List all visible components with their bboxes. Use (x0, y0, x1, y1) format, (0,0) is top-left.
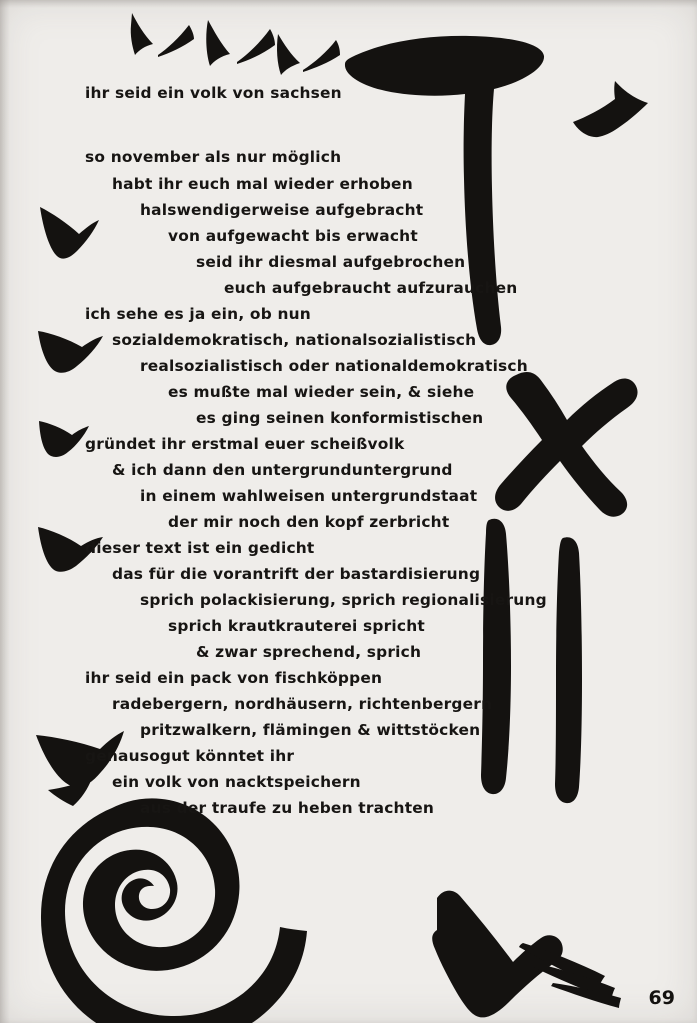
poem-line: realsozialistisch oder nationaldemokratisch (140, 357, 528, 375)
poem-line: habt ihr euch mal wieder erhoben (112, 175, 413, 193)
poem-line: ihr seid ein pack von fischköppen (85, 669, 383, 687)
poem-line: so november als nur möglich (85, 148, 342, 166)
poem-line: gründet ihr erstmal euer scheißvolk (85, 435, 405, 453)
poem-line: radebergern, nordhäusern, richtenbergern (112, 695, 493, 713)
poem-line: es mußte mal wieder sein, & siehe (168, 383, 475, 401)
poem-line: in einem wahlweisen untergrundstaat (140, 487, 478, 505)
poem-line: der mir noch den kopf zerbricht (168, 513, 450, 531)
poem-line: es ging seinen konformistischen (196, 409, 484, 427)
poem-line: sprich polackisierung, sprich regionalisierung (140, 591, 547, 609)
poem-line: sprich krautkrauterei spricht (168, 617, 425, 635)
poem-line: halswendigerweise aufgebracht (140, 201, 424, 219)
poem-line: ich sehe es ja ein, ob nun (85, 305, 311, 323)
poem-line: pritzwalkern, flämingen & wittstöcken (140, 721, 481, 739)
poem-line: dieser text ist ein gedicht (85, 539, 315, 557)
poem-line: genausogut könntet ihr (85, 747, 295, 765)
poem-line: das für die vorantrift der bastardisierung (112, 565, 481, 583)
poem-title: ihr seid ein volk von sachsen (85, 84, 342, 102)
poem-line: euch aufgebraucht aufzurauchen (224, 279, 518, 297)
poem-line: & zwar sprechend, sprich (196, 643, 422, 661)
poem-line: sozialdemokratisch, nationalsozialistisch (112, 331, 477, 349)
page-number: 69 (648, 987, 675, 1009)
poem-line: von aufgewacht bis erwacht (168, 227, 418, 245)
poem-line: aus der traufe zu heben trachten (140, 799, 435, 817)
poem-line: & ich dann den untergrunduntergrund (112, 461, 453, 479)
poem-line: ein volk von nacktspeichern (112, 773, 361, 791)
poem-line: seid ihr diesmal aufgebrochen (196, 253, 466, 271)
